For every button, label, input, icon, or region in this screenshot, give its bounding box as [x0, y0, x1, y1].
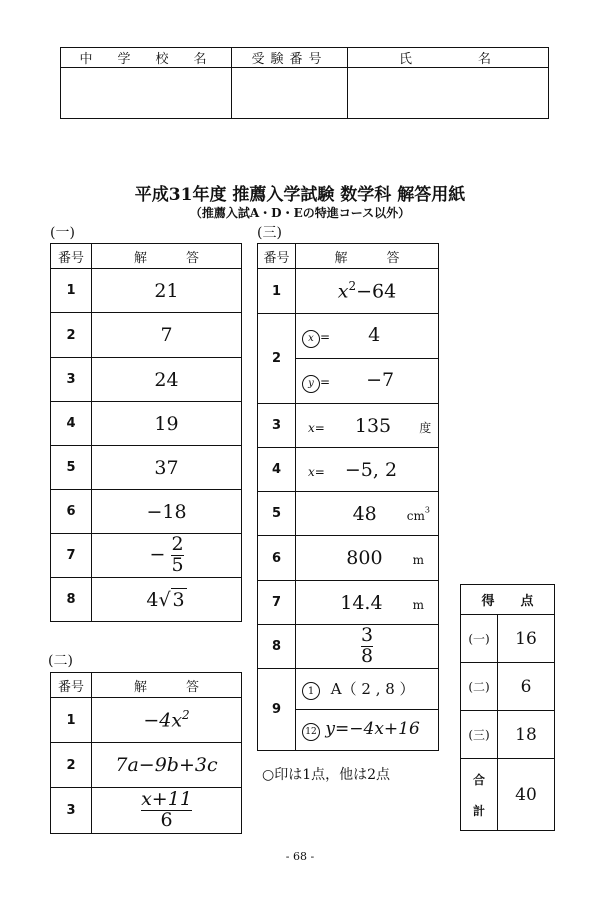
exam-number-header: 受験番号: [232, 48, 348, 68]
num-header: 番号: [51, 244, 92, 269]
page-subtitle: （推薦入試A・D・Eの特進コース以外）: [189, 206, 411, 220]
table-row: 6 800 m: [258, 536, 439, 581]
section1-label: (一): [50, 225, 75, 241]
name-header: 氏 名: [348, 48, 549, 68]
table-row: 1 21: [51, 269, 242, 313]
circle-mark-icon: y: [302, 375, 320, 393]
table-row: 8 4√ 3: [51, 578, 242, 622]
table-row: (三) 18: [461, 711, 555, 759]
table-row: 8 $\frac{3}{8}$: [258, 625, 439, 669]
page-title: 平成31年度 推薦入学試験 数学科 解答用紙: [134, 185, 466, 205]
table-row: 3 24: [51, 358, 242, 402]
name-field[interactable]: [348, 68, 549, 119]
section1-table: [50, 243, 242, 622]
table-row: 5 48 $cm^3$: [258, 492, 439, 536]
num-header: 番号: [51, 673, 92, 698]
table-row: 3 $\frac{x+11}{6}$: [51, 788, 242, 834]
table-row: 7 − $\frac{2}{5}$: [51, 534, 242, 578]
table-row: 2 7a−9b+3c: [51, 743, 242, 788]
answer-header: 解 答: [92, 673, 242, 698]
scoring-note: ○印は1点，他は2点: [262, 767, 391, 783]
table-row: 4 x= −5, 2: [258, 448, 439, 492]
section3-table: 番号 解 答 1 $x^2-64$ 2 x = 4 y = −7 3 x= 135 度 4 x= −5, 2 5 48 $cm^3$ 6 800 m 7 14.4 m 8 $\frac{3}{8}$ 9 1 A（ 2 , 8 ） 12 y=−4x+16: [257, 243, 439, 751]
circle-mark-icon: 12: [302, 723, 320, 741]
table-row: (一) 16: [461, 615, 555, 663]
table-row: 3 x= 135 度: [258, 404, 439, 448]
answer-header: 解 答: [92, 244, 242, 269]
page-number: - 68 -: [285, 850, 315, 863]
section3-label: (三): [257, 225, 282, 241]
table-row: 9 1 A（ 2 , 8 ）: [258, 669, 439, 710]
score-header: 得 点: [461, 585, 555, 615]
table-row: 1 $x^2-64$: [258, 269, 439, 314]
table-row: 5 37: [51, 446, 242, 490]
section2-label: (二): [48, 653, 73, 669]
total-label: 合 計: [461, 759, 498, 831]
table-row: 4 19: [51, 402, 242, 446]
table-row: 2 7: [51, 313, 242, 358]
circle-mark-icon: 1: [302, 682, 320, 700]
table-row: 1 $-4x^2$: [51, 698, 242, 743]
answer-header: 解 答: [296, 244, 439, 269]
section2-table: [50, 672, 242, 834]
exam-number-field[interactable]: [232, 68, 348, 119]
score-table: [460, 584, 555, 831]
table-row: 7 14.4 m: [258, 581, 439, 625]
school-name-header: 中 学 校 名: [61, 48, 232, 68]
circle-mark-icon: x: [302, 330, 320, 348]
table-row: 6 −18: [51, 490, 242, 534]
fraction-answer: − $\frac{2}{5}$: [92, 534, 242, 578]
school-name-field[interactable]: [61, 68, 232, 119]
table-row: 合 計 40: [461, 759, 555, 831]
table-row: (二) 6: [461, 663, 555, 711]
student-info-table: [60, 47, 549, 119]
table-row: 2 x = 4: [258, 314, 439, 359]
num-header: 番号: [258, 244, 296, 269]
sqrt-answer: 4√ 3: [92, 578, 242, 622]
